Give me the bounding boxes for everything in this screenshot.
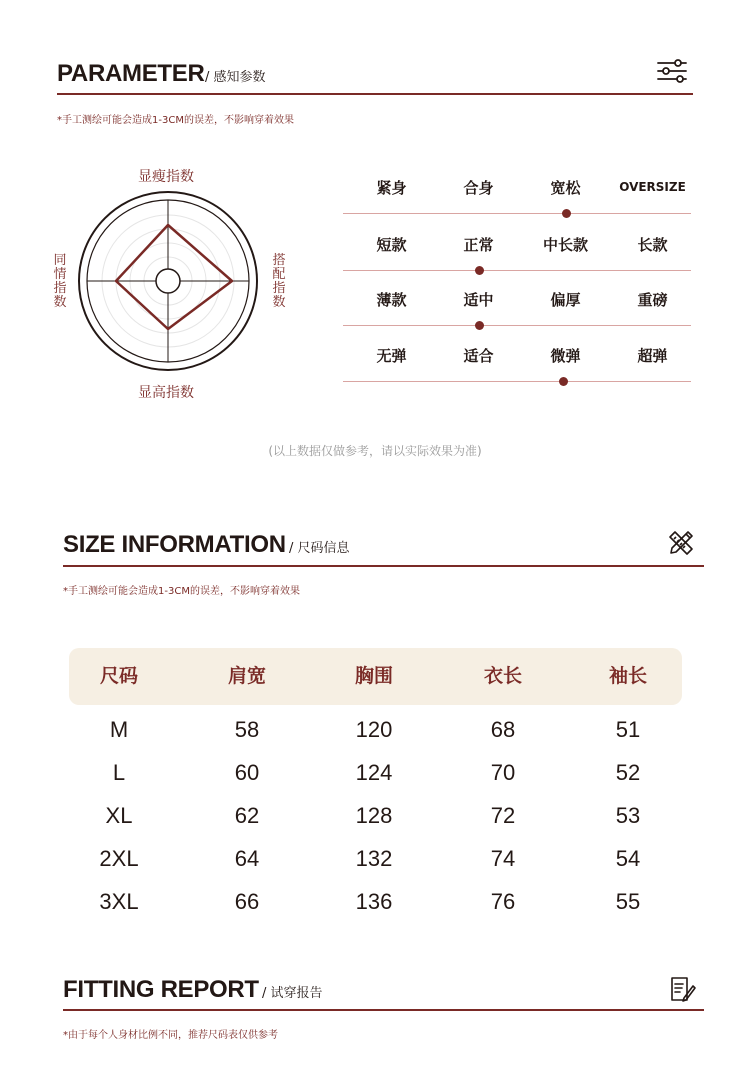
table-cell: 128 [355,803,393,828]
table-cell: M [109,717,129,742]
elasticity-scale-row [343,345,691,393]
radar-chart [50,162,290,402]
scale-option: 无弹 [376,347,407,365]
table-cell: 74 [490,846,516,871]
scale-option: 超弹 [637,347,668,365]
table-cell: 68 [490,717,516,742]
size-info-header [63,531,704,571]
scale-option: 适中 [463,291,494,309]
fitting-subtitle: / 试穿报告 [262,986,323,1001]
parameter-divider [57,93,693,95]
scale-line [343,381,691,382]
pencil-ruler-icon [667,529,695,557]
table-cell: 51 [615,717,641,742]
table-cell: 136 [355,889,393,914]
report-pen-icon [667,974,697,1004]
scale-option: 紧身 [376,179,407,197]
table-cell: 55 [615,889,641,914]
scale-option: 宽松 [550,179,581,197]
parameter-note: *手工测绘可能会造成1-3CM的误差，不影响穿着效果 [57,115,294,126]
table-cell: 58 [234,717,260,742]
parameter-subtitle: / 感知参数 [205,70,266,85]
header-cell: 肩宽 [227,665,266,687]
radar-label-top: 显瘦指数 [138,169,194,185]
table-cell: 76 [490,889,516,914]
sliders-icon [656,58,688,84]
radar-label-right: 搭配指数 [272,253,286,310]
size-info-note: *手工测绘可能会造成1-3CM的误差，不影响穿着效果 [63,586,300,597]
scale-option: 偏厚 [550,291,581,309]
table-cell: 124 [355,760,393,785]
table-cell: 132 [355,846,393,871]
header-cell: 尺码 [99,665,138,687]
table-cell: XL [105,803,133,828]
scale-line [343,325,691,326]
table-cell: 52 [615,760,641,785]
table-row [69,753,682,793]
length-scale-row [343,234,691,282]
size-table [69,648,682,914]
table-cell: L [112,760,126,785]
size-info-title: SIZE INFORMATION [63,531,286,558]
size-info-subtitle: / 尺码信息 [289,541,350,556]
table-row [69,839,682,879]
scale-option: 薄款 [376,291,407,309]
scale-option: 适合 [463,347,494,365]
scale-option: OVERSIZE [619,180,686,194]
scale-marker [475,266,484,275]
table-row [69,882,682,922]
radar-label-left: 同情指数 [53,253,67,310]
table-cell: 66 [234,889,260,914]
radar-label-bottom: 显高指数 [138,385,194,401]
table-cell: 2XL [99,846,139,871]
fitting-note: *由于每个人身材比例不同，推荐尺码表仅供参考 [63,1030,278,1041]
table-cell: 54 [615,846,641,871]
scale-option: 短款 [376,236,407,254]
scale-option: 中长款 [542,236,588,254]
header-cell: 衣长 [483,665,522,687]
scale-line [343,270,691,271]
parameter-title: PARAMETER [57,60,205,87]
scale-marker [559,377,568,386]
scale-marker [475,321,484,330]
table-cell: 72 [490,803,516,828]
scale-option: 正常 [463,236,494,254]
table-row [69,710,682,750]
table-cell: 60 [234,760,260,785]
fit-scale-row [343,177,691,225]
fitting-header [63,976,704,1016]
scale-option: 合身 [463,179,494,197]
table-cell: 64 [234,846,260,871]
scale-marker [562,209,571,218]
reference-disclaimer: (以上数据仅做参考，请以实际效果为准) [268,444,482,458]
fitting-title: FITTING REPORT [63,976,259,1003]
table-cell: 120 [355,717,393,742]
table-cell: 53 [615,803,641,828]
size-table-header [69,648,682,705]
fitting-divider [63,1009,704,1011]
scale-line [343,213,691,214]
radar-center-ring [156,269,180,293]
thickness-scale-row [343,289,691,337]
scale-option: 长款 [637,236,668,254]
size-info-divider [63,565,704,567]
table-cell: 62 [234,803,260,828]
scale-option: 重磅 [637,291,668,309]
header-cell: 胸围 [354,665,393,687]
table-cell: 3XL [99,889,139,914]
table-row [69,796,682,836]
scale-option: 微弹 [550,347,581,365]
table-cell: 70 [490,760,516,785]
parameter-header [57,60,693,100]
header-cell: 袖长 [608,665,647,687]
